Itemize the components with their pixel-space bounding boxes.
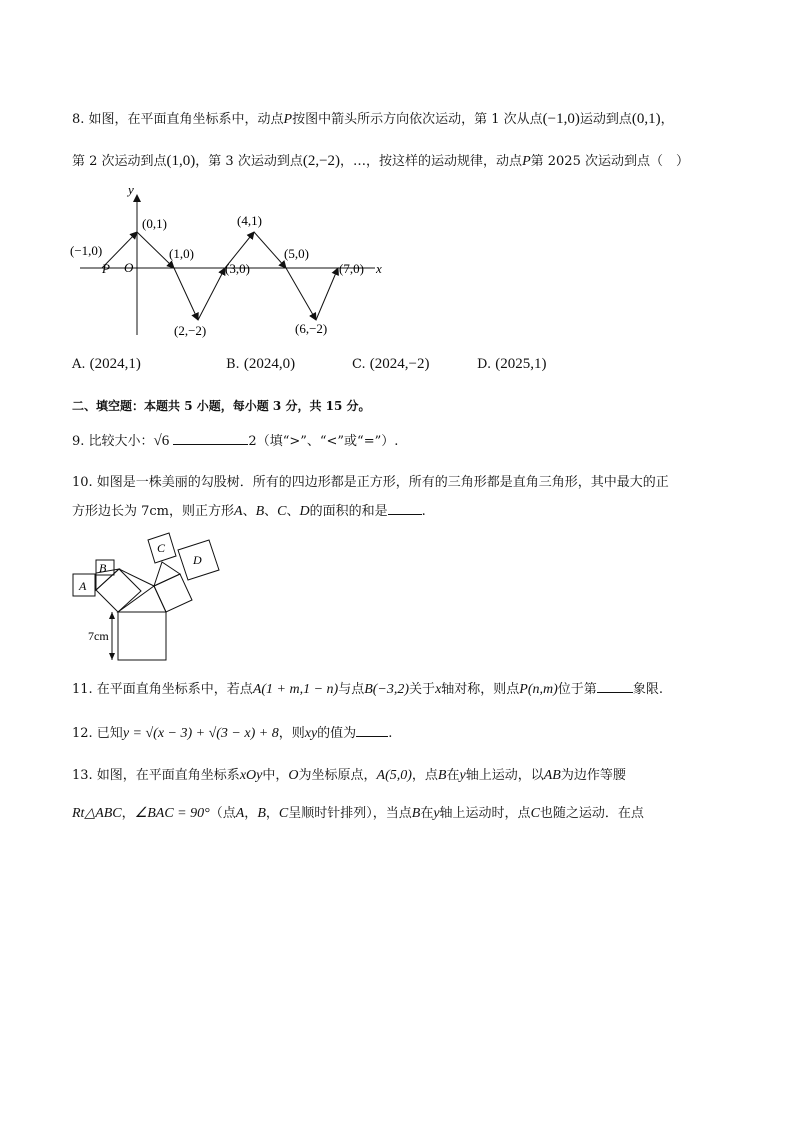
axis-var: y [459, 768, 466, 783]
q10-line1 [72, 471, 669, 490]
sqrt-expr: √6 [153, 433, 170, 449]
point-expr: A(1 + m,1 − n) [252, 682, 339, 697]
connector-line [119, 569, 154, 586]
option-a [72, 356, 141, 373]
q8-text: 按图中箭头所示方向依次运动，第 1 次从点 [292, 112, 543, 127]
square-label: C [277, 504, 287, 519]
q13-text: ， [265, 806, 279, 821]
q8-line1 [72, 108, 674, 128]
product-var: xy [304, 726, 318, 741]
point-expr: P(n,m) [519, 682, 558, 697]
q12-text: 的值为 [317, 726, 357, 741]
q10-text: 方形边长为 7cm，则正方形 [72, 504, 235, 519]
q13-text: ，点 [411, 768, 438, 783]
point-expr: A(5,0) [376, 768, 412, 783]
q12-text: ，则 [278, 726, 305, 741]
q11-text: 象限. [632, 682, 663, 697]
q12-text: . [388, 726, 393, 741]
option-letter: A. [72, 357, 86, 372]
q13-text: 在 [446, 768, 460, 783]
q13-line1 [72, 764, 626, 784]
q9-text: 2（填“>”、“<”或“=”）. [248, 434, 399, 449]
q10-text: . [421, 504, 426, 519]
square-label: D [299, 504, 310, 519]
point-coord: (0,1) [631, 111, 661, 127]
option-c [352, 356, 429, 373]
q10-line2 [72, 500, 426, 520]
triangle-label: Rt△ABC [72, 806, 122, 821]
label-d: D [193, 553, 202, 567]
point-label: B [257, 806, 266, 821]
q8-text: ， [660, 112, 674, 127]
option-value: (2025,1) [495, 356, 547, 372]
path-segment [254, 232, 286, 268]
q13-text: 轴上运动，以 [465, 768, 544, 783]
q9-text: 9. 比较大小： [72, 434, 154, 449]
dimension-arrow [109, 612, 115, 619]
square-label: A [234, 504, 243, 519]
y-axis-label: y [128, 182, 134, 197]
point-coord: (−1,0) [542, 111, 580, 127]
q13-text: 中， [262, 768, 289, 783]
point-label: B [411, 806, 421, 821]
axis-var: y [433, 806, 440, 821]
point-coord: (1,0) [166, 153, 196, 169]
point-label: O [288, 768, 299, 783]
q13-line2 [72, 802, 644, 822]
x-axis-label: x [376, 261, 382, 276]
q10-text: 、 [286, 504, 300, 519]
point-label: A [235, 806, 245, 821]
pythagoras-tree-figure [66, 528, 251, 666]
dimension-arrow [109, 653, 115, 660]
point-label: (7,0) [339, 261, 364, 276]
q10-text: 10. 如图是一株美丽的勾股树．所有的四边形都是正方形，所有的三角形都是直角三角形，其中最大的正 [72, 475, 669, 490]
q11-text: 位于第 [557, 682, 597, 697]
point-label: (0,1) [142, 216, 167, 231]
section-total: 15 [325, 399, 343, 413]
point-label: (3,0) [225, 261, 250, 276]
point-label: (−1,0) [70, 243, 103, 258]
section-count: 5 [184, 399, 193, 413]
q13-text: 为坐标原点， [298, 768, 377, 783]
p-label: P [102, 261, 110, 276]
coord-system: xOy [239, 768, 263, 783]
axis-var: x [435, 682, 442, 697]
q8-zigzag-figure [60, 180, 400, 345]
q13-text: 呈顺时针排列），当点 [288, 806, 412, 821]
q12-line [72, 722, 392, 742]
point-coord: (2,−2) [302, 153, 341, 169]
option-d [477, 356, 546, 373]
q13-text: ， [244, 806, 258, 821]
answer-blank[interactable] [388, 502, 422, 515]
q13-text: ， [121, 806, 135, 821]
right-mid-square [154, 574, 192, 612]
section-text: 分。 [342, 399, 371, 413]
q12-text: 12. 已知 [72, 726, 123, 741]
q11-text: 11. 在平面直角坐标系中，若点 [72, 682, 253, 697]
option-value: (2024,−2) [369, 356, 430, 372]
side-length-label: 7cm [88, 629, 109, 643]
big-square [118, 612, 166, 660]
q13-text: 在 [420, 806, 434, 821]
point-label: B [437, 768, 447, 783]
point-expr: B(−3,2) [364, 682, 410, 697]
q11-line [72, 678, 663, 698]
option-letter: D. [477, 357, 492, 372]
point-label: (2,−2) [174, 323, 207, 338]
point-label: P [283, 112, 293, 127]
point-label: (5,0) [284, 246, 309, 261]
q13-text: 轴上运动时，点 [439, 806, 531, 821]
section-text: 小题，每小题 [192, 399, 273, 413]
section-heading [72, 397, 371, 414]
small-triangle-right [154, 562, 180, 586]
q11-text: 关于 [409, 682, 436, 697]
section-text: 二、填空题：本题共 [72, 399, 185, 413]
point-label: C [530, 806, 540, 821]
answer-blank[interactable] [173, 432, 248, 445]
option-value: (2024,0) [243, 356, 296, 372]
path-segment [198, 268, 225, 320]
point-label: (4,1) [237, 213, 262, 228]
equation: y = √(x − 3) + √(3 − x) + 8 [122, 726, 279, 741]
square-label: B [255, 504, 265, 519]
section-text: 分，共 [281, 399, 326, 413]
option-b [226, 356, 295, 373]
angle-expr: ∠BAC = 90° [134, 806, 210, 821]
path-segment [174, 268, 198, 320]
q8-text: ，…，按这样的运动规律，动点 [340, 154, 523, 169]
answer-blank[interactable] [597, 680, 633, 693]
q8-text: 8. 如图，在平面直角坐标系中，动点 [72, 112, 284, 127]
section-points: 3 [272, 399, 282, 413]
path-segment [316, 268, 338, 320]
label-a: A [79, 579, 87, 593]
label-c: C [157, 541, 166, 555]
point-label: (6,−2) [295, 321, 328, 336]
option-letter: C. [352, 357, 366, 372]
origin-label: O [124, 260, 134, 275]
q11-text: 与点 [338, 682, 365, 697]
point-label: P [522, 154, 531, 169]
q13-text: 为边作等腰 [560, 768, 626, 783]
path-segment [286, 268, 316, 320]
segment-label: AB [543, 768, 561, 783]
q10-text: 的面积的和是 [309, 504, 388, 519]
right-triangle [118, 586, 166, 612]
q8-line2 [72, 150, 689, 170]
q8-text: 运动到点 [579, 112, 632, 127]
point-label: (1,0) [169, 246, 194, 261]
label-b: B [99, 561, 107, 575]
q10-text: 、 [242, 504, 256, 519]
q9-line [72, 430, 398, 450]
answer-blank[interactable] [356, 724, 388, 737]
option-letter: B. [226, 357, 240, 372]
q13-text: 13. 如图，在平面直角坐标系 [72, 768, 240, 783]
q13-text: 也随之运动．在点 [539, 806, 644, 821]
q8-text: ，第 3 次运动到点 [195, 154, 303, 169]
point-label: C [278, 806, 289, 821]
q10-text: 、 [264, 504, 278, 519]
q13-text: （点 [209, 806, 236, 821]
option-value: (2024,1) [89, 356, 141, 372]
q11-text: 轴对称，则点 [441, 682, 520, 697]
q8-text: 第 2025 次运动到点（ ） [530, 154, 689, 169]
q8-text: 第 2 次运动到点 [72, 154, 167, 169]
